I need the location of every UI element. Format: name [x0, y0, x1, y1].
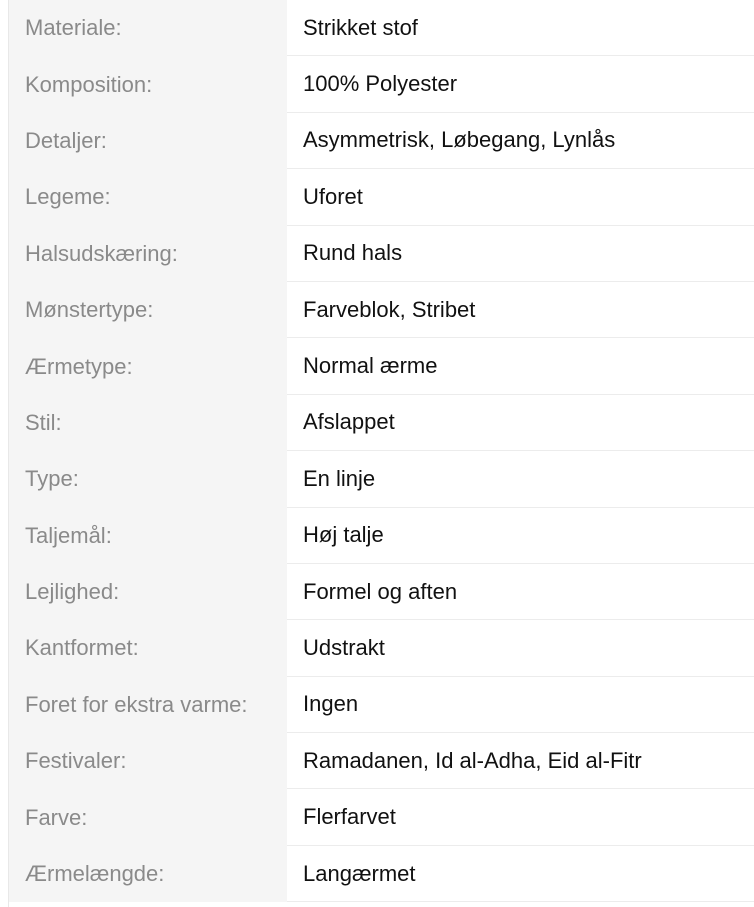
- spec-row-body: [9, 169, 754, 225]
- spec-value: Høj talje: [287, 508, 754, 564]
- spec-value: Strikket stof: [287, 0, 754, 56]
- spec-value: 100% Polyester: [287, 56, 754, 112]
- spec-value: Flerfarvet: [287, 789, 754, 845]
- spec-value: Ramadanen, Id al-Adha, Eid al-Fitr: [287, 733, 754, 789]
- spec-label: Type:: [9, 451, 287, 507]
- spec-value: Formel og aften: [287, 564, 754, 620]
- spec-label: Halsudskæring:: [9, 226, 287, 282]
- spec-row-composition: [9, 56, 754, 112]
- spec-value: Rund hals: [287, 226, 754, 282]
- spec-row-occasion: [9, 564, 754, 620]
- spec-label: Ærmetype:: [9, 338, 287, 394]
- spec-row-style: [9, 395, 754, 451]
- spec-value: En linje: [287, 451, 754, 507]
- spec-label: Farve:: [9, 789, 287, 845]
- spec-value: Ingen: [287, 677, 754, 733]
- spec-label: Taljemål:: [9, 508, 287, 564]
- spec-label: Komposition:: [9, 56, 287, 112]
- spec-row-sleeve-type: [9, 338, 754, 394]
- spec-label: Mønstertype:: [9, 282, 287, 338]
- spec-label: Materiale:: [9, 0, 287, 56]
- spec-row-color: [9, 789, 754, 845]
- spec-label: Festivaler:: [9, 733, 287, 789]
- spec-value: Normal ærme: [287, 338, 754, 394]
- spec-row-type: [9, 451, 754, 507]
- spec-value: Uforet: [287, 169, 754, 225]
- spec-label: Detaljer:: [9, 113, 287, 169]
- spec-label: Legeme:: [9, 169, 287, 225]
- spec-label: Kantformet:: [9, 620, 287, 676]
- spec-label: Lejlighed:: [9, 564, 287, 620]
- spec-value: Asymmetrisk, Løbegang, Lynlås: [287, 113, 754, 169]
- spec-label: Foret for ekstra varme:: [9, 677, 287, 733]
- product-spec-table: [8, 0, 754, 907]
- spec-row-festivals: [9, 733, 754, 789]
- spec-row-lining-warmth: [9, 677, 754, 733]
- spec-value: Langærmet: [287, 846, 754, 902]
- spec-row-neckline: [9, 226, 754, 282]
- spec-value: Farveblok, Stribet: [287, 282, 754, 338]
- spec-row-details: [9, 113, 754, 169]
- spec-row-waistline: [9, 508, 754, 564]
- spec-label: Ærmelængde:: [9, 846, 287, 902]
- spec-row-pattern-type: [9, 282, 754, 338]
- spec-value: Udstrakt: [287, 620, 754, 676]
- spec-row-sleeve-length: [9, 846, 754, 902]
- spec-value: Afslappet: [287, 395, 754, 451]
- spec-row-material: [9, 0, 754, 56]
- spec-row-hem-shape: [9, 620, 754, 676]
- spec-label: Stil:: [9, 395, 287, 451]
